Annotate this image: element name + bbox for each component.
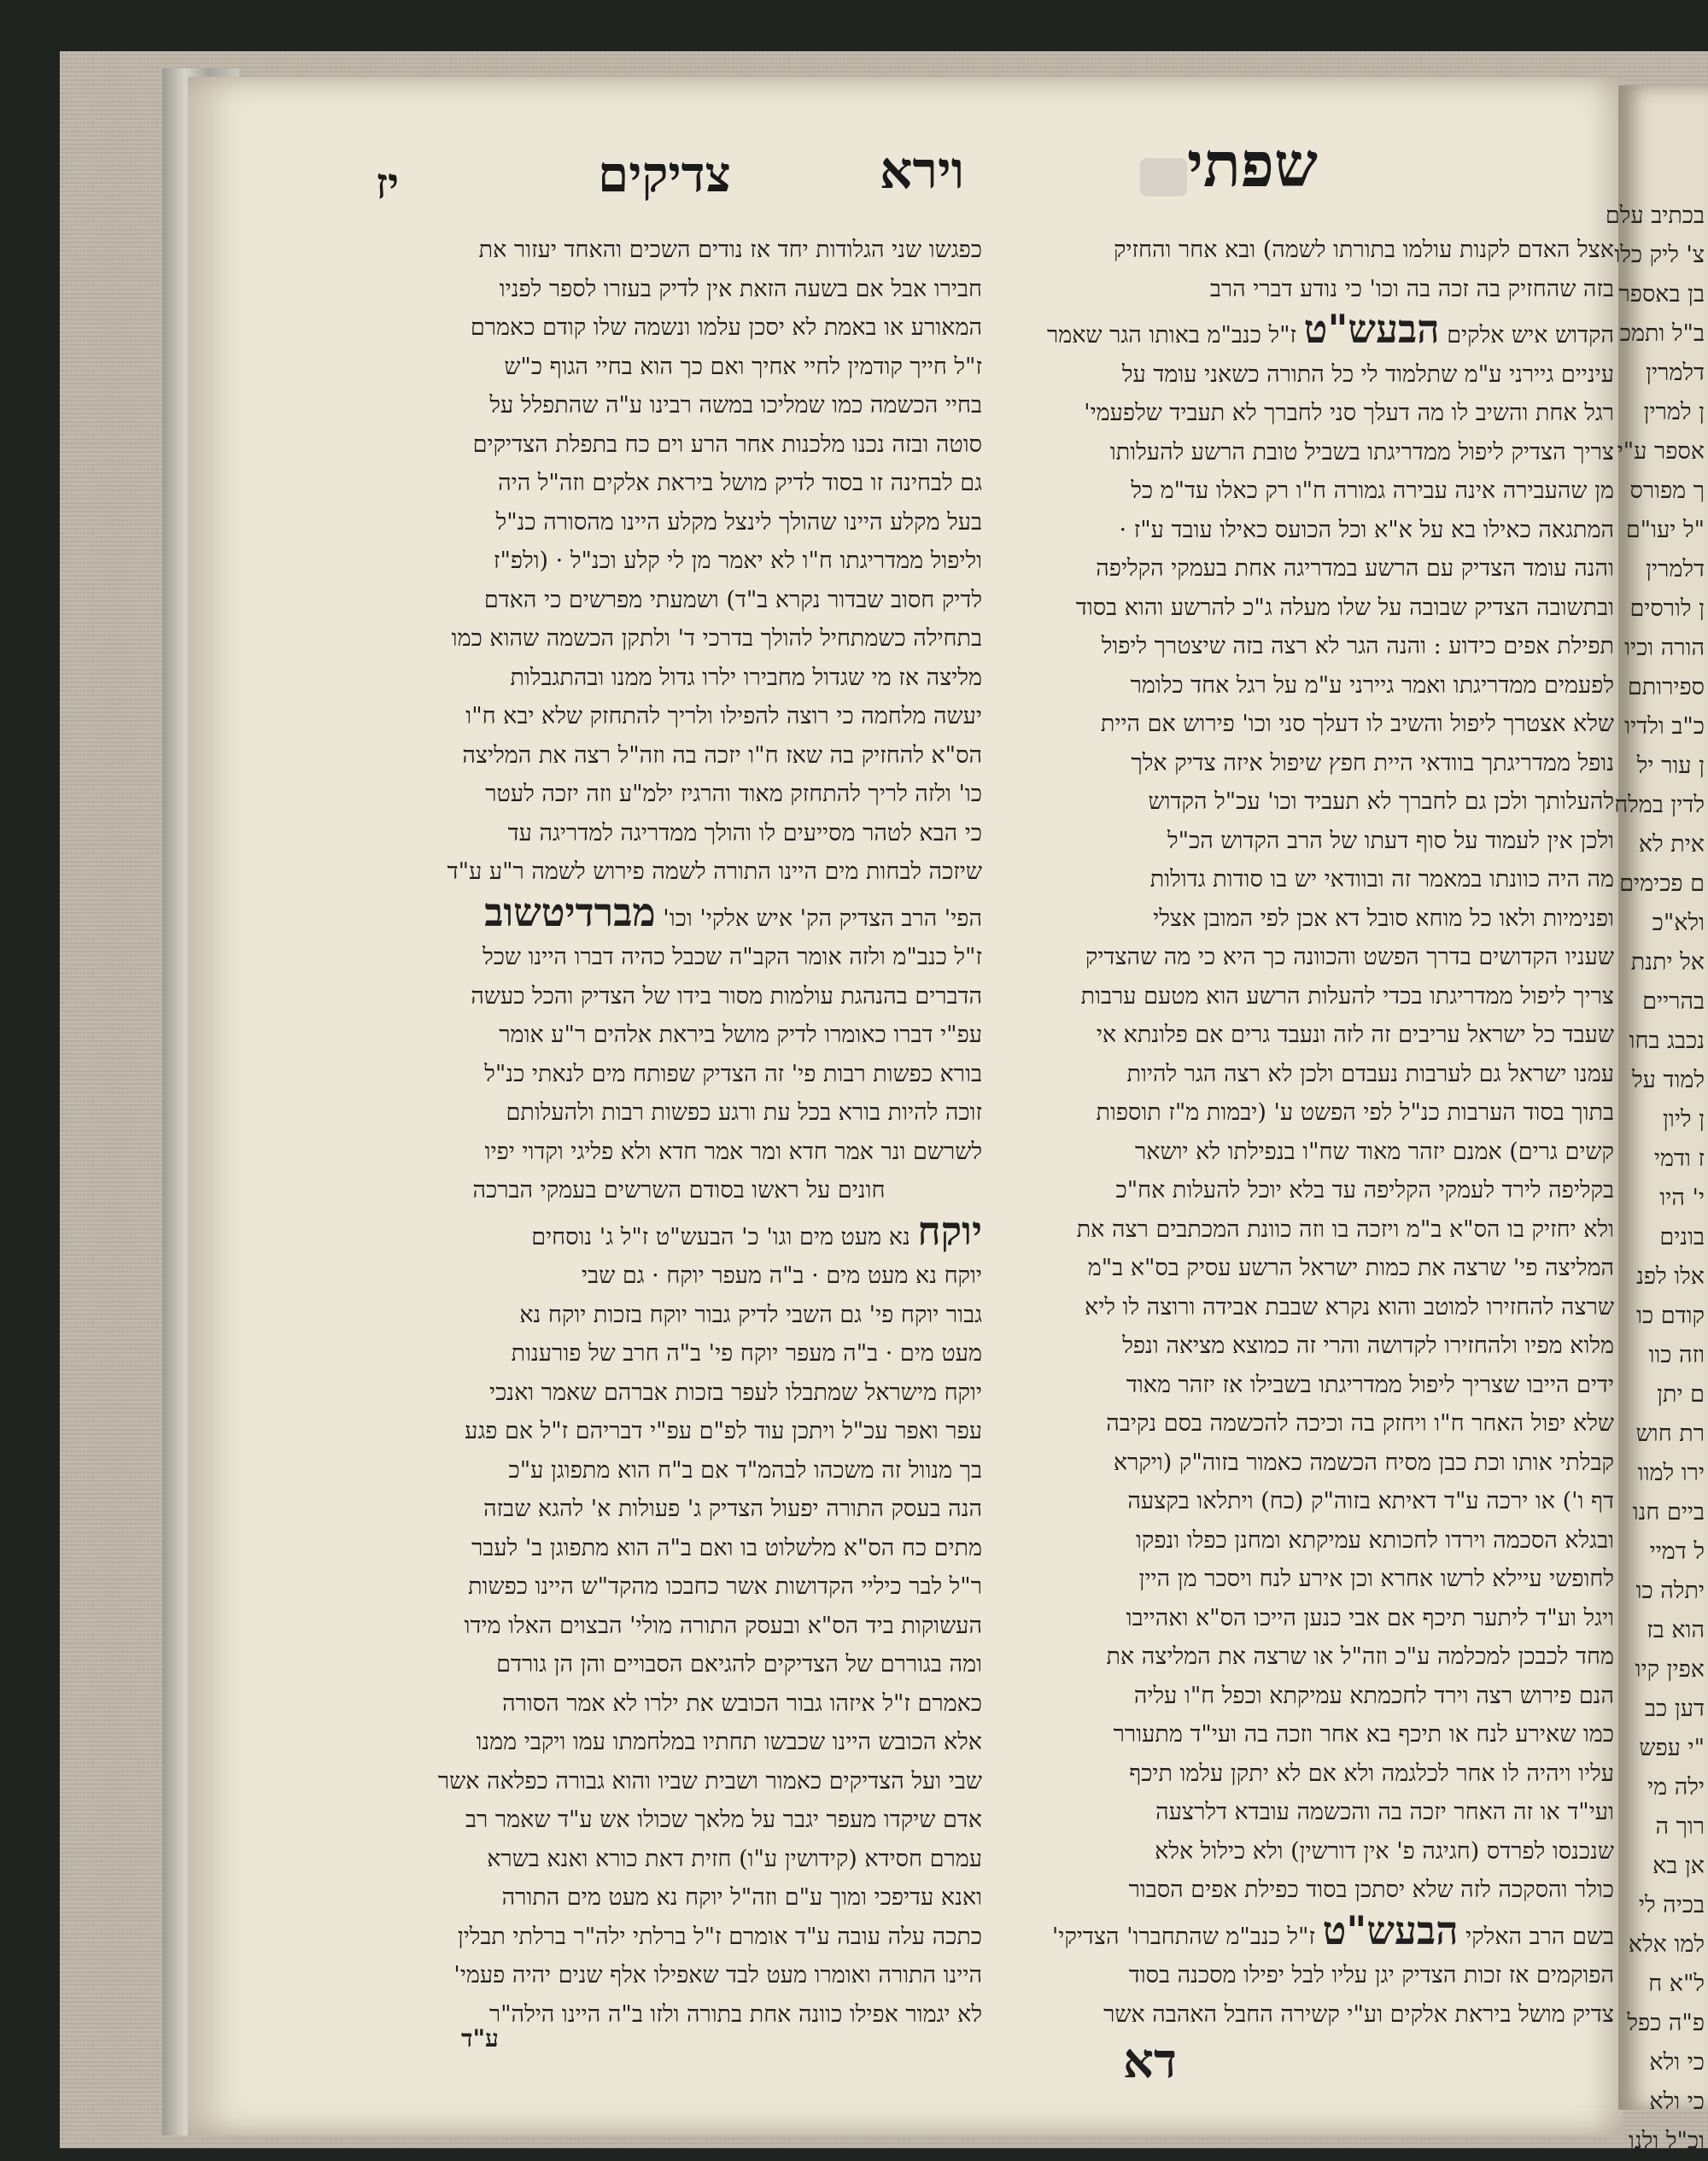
text-line xyxy=(1008,860,1614,899)
fragment-line: רוך ה xyxy=(1655,1813,1705,1840)
left-column xyxy=(376,231,982,2034)
header-book: צדיקים xyxy=(598,145,731,203)
text-line: שבי ועל הצדיקים כאמור ושבית שביו והוא גבורה כפלאה אשר xyxy=(437,1767,982,1795)
header-parasha: וירא xyxy=(880,141,965,201)
next-page-fragment xyxy=(1605,85,1708,2161)
text-line xyxy=(1008,1599,1614,1638)
line-text: המליצה פי' שרצה את כמות ישראל הרשע עסיק בס"א ב"מ xyxy=(1087,1255,1614,1281)
text-line: כי הבא לטהר מסייעים לו והולך ממדריגה למדריגה עד xyxy=(507,819,982,846)
text-line xyxy=(1008,270,1614,309)
signature-mark: דא xyxy=(1123,2033,1177,2089)
fragment-line: בכתיב עלם xyxy=(1605,202,1705,229)
fragment-line: ן ליון xyxy=(1663,1106,1705,1133)
line-text: בקליפה לירד לעמקי הקליפה עד בלא יוכל להעלות אח"כ xyxy=(1115,1177,1614,1203)
fragment-line: ב"ל ותמכ xyxy=(1619,320,1705,347)
text-line xyxy=(1008,1326,1614,1366)
text-line xyxy=(1008,1637,1614,1677)
line-text: שעניו הקדושים בדרך הפשט והכוונה כך היא כי מה שהצדיק xyxy=(1085,944,1614,970)
text-line: בחיי הכשמה כמו שמליכו במשה רבינו ע"ה שהתפלל על xyxy=(489,392,982,419)
text-line: כתכה עלה עובה ע"ד אומרם ז"ל ברלתי ילה"ר ברלתי תבלין xyxy=(457,1923,982,1950)
line-text: מן שהעבירה אינה עבירה גמורה ח"ו רק כאלו עד"מ כל xyxy=(1131,477,1614,504)
line-text: קשים גרים) אמנם יזהר מאוד שח"ו בנפילתו לא יושאר xyxy=(1135,1138,1614,1165)
left-column-part3 xyxy=(376,1256,982,2034)
line-text: קבלתי אותו וכת כבן מסיח הכשמה כאמור בזוה"ק (ויקרא xyxy=(1113,1449,1614,1476)
fragment-line: הוא בז xyxy=(1647,1617,1705,1643)
fragment-line: קודם כו xyxy=(1636,1303,1705,1329)
text-line xyxy=(1008,899,1614,939)
line-text: הקדוש איש אלקים xyxy=(1447,322,1614,348)
text-line xyxy=(1008,1016,1614,1055)
text-line: הדברים בהנהגת עולמות מסור בידו של הצדיק והכל כעשה xyxy=(471,982,982,1010)
text-line xyxy=(1008,1404,1614,1444)
text-line xyxy=(1008,1055,1614,1094)
text-line: מתים כח הס"א מלשלוט בו ואם ב"ה הוא מתפוגן ב' לעבר xyxy=(471,1534,982,1561)
text-line xyxy=(1008,355,1614,395)
text-line xyxy=(1008,744,1614,783)
fragment-line: נכבג בחו xyxy=(1629,1028,1705,1054)
section-heading: חונים על ראשו בסודם השרשים בעמקי הברכה xyxy=(472,1177,886,1203)
text-line: ומה בגוררם של הצדיקים להגיאם הסבויים והן הן גורדם xyxy=(496,1651,982,1678)
fragment-line: ספירותם xyxy=(1627,674,1705,700)
text-line xyxy=(1008,1444,1614,1483)
line-text: תפילת אפים כידוע : והנה הגר לא רצה בזה שיצטרך ליפול xyxy=(1101,633,1614,659)
fragment-line: דען כב xyxy=(1645,1695,1705,1722)
text-line: סוטה ובזה נכנו מלכנות אחר הרע וים כח בתפלת הצדיקים xyxy=(472,430,982,458)
fragment-line: אן בא xyxy=(1652,1853,1705,1879)
fragment-line: אלו לפנ xyxy=(1636,1263,1705,1290)
text-line xyxy=(1008,589,1614,628)
fragment-line: בכיה לי xyxy=(1638,1892,1705,1918)
text-line: זוכה להיות בורא בכל עת ורגע כפשות רבות ולהעלותם xyxy=(506,1099,982,1126)
line-text: בתוך בסוד הערבות כנ"ל לפי הפשט ע' (יבמות מ"ז תוספות xyxy=(1096,1099,1614,1126)
line-text: שלא אצטרך ליפול והשיב לו דעלך סני וכו' פירוש אם היית xyxy=(1100,711,1614,737)
fragment-line: למו אלא xyxy=(1628,1931,1705,1958)
text-line xyxy=(1008,666,1614,706)
fragment-line: למוד על xyxy=(1631,1067,1705,1093)
fragment-line: ן לורסים xyxy=(1629,595,1705,622)
line-text-cont: ז"ל כנב"מ באותו הגר שאמר xyxy=(1046,322,1297,348)
fragment-line: צ' ליק כלו xyxy=(1614,242,1705,268)
fragment-line: אפין קיו xyxy=(1635,1656,1705,1683)
fragment-line: כ"ב ולדיו xyxy=(1624,713,1705,740)
line-text: שעבד כל ישראל עריבים זה לזה ונעבד גרים אם פלונתא אי xyxy=(1096,1022,1614,1048)
header-stamp xyxy=(1140,158,1187,196)
text-line xyxy=(1008,308,1614,355)
text-line: מעט מים · ב"ה מעפר יוקח פי' ב"ה חרב של פורענות xyxy=(511,1340,982,1367)
text-line: לא יגמור אפילו כוונה אחת בתורה ולזו ב"ה היינו הילה"ר xyxy=(488,2000,982,2028)
text-line: לדיק חסוב שבדור נקרא ב"ד) ושמעתי מפרשים כי האדם xyxy=(483,586,982,613)
line-text: שלא יפול האחר ח"ו ויחזק בה וכיכה להכשמה בסם נקיבה xyxy=(1106,1410,1614,1437)
header-title: שפתי xyxy=(1187,128,1318,201)
text-line: ואנא עדיפכי ומוך ע"ם וזה"ל יוקח נא מעט מים התורה xyxy=(501,1884,982,1911)
text-line: כו' ולזה לריך להתחזק מאוד והרגיז ילמ"ע וזה יזכה לעטר xyxy=(485,781,982,807)
fragment-line: ז ודמי xyxy=(1653,1145,1705,1172)
line-text: אצל האדם לקנות עולמו בתורתו לשמה) ובא אחר והחזיק xyxy=(1113,237,1614,263)
text-line: כאמרם ז"ל איזהו גבור הכובש את ילרו לא אמר הסורה xyxy=(502,1690,982,1717)
line-text: עליו ויהיה לו אחר לכלגמה ולא אם לא יתקן עלמו תיכף xyxy=(1129,1760,1614,1787)
line-text-cont: ז"ל כנב"מ שהתחברו' הצדיקי' xyxy=(1051,1923,1315,1950)
line-text: לפעמים ממדריגתו ואמר גיירני ע"מ על רגל אחד כלומר xyxy=(1130,671,1614,699)
text-line xyxy=(1008,394,1614,433)
text-line xyxy=(1008,471,1614,511)
left-part2-lead-word: מברדיטשוב xyxy=(484,888,656,935)
text-line xyxy=(1008,1715,1614,1754)
left-column-part3-opening xyxy=(376,1207,982,1257)
fragment-line: ם יתן xyxy=(1657,1381,1705,1408)
text-line xyxy=(1008,977,1614,1016)
line-text: הנם פירוש רצה וירד לחכמתא עמיקתא וכפל ח"ו עליה xyxy=(1133,1682,1614,1709)
text-line: בך מנוול זה משכהו לבהמ"ד אם ב"ח הוא מתפוגן ע"כ xyxy=(508,1456,982,1484)
text-line: עפ"י דברו כאומרו לדיק מושל ביראת אלהים ר"ע אומר xyxy=(499,1022,982,1048)
text-line xyxy=(1008,1995,1614,2035)
line-text: צריך ליפול ממדריגתו בכדי להעלות הרשע הוא מטעם ערבות xyxy=(1080,982,1614,1010)
line-text: ופנימיות ולאו כל מוחא סובל דא אכן לפי המובן אצלי xyxy=(1153,905,1614,932)
text-line: גבור יוקח פי' גם השבי לדיק גבור יוקח בזכות יוקח נא xyxy=(519,1301,982,1328)
line-text: כמו שאירע לנח או תיכף בא אחר וזכה בה ועי"ד מתעורר xyxy=(1113,1721,1614,1748)
line-text: מלוא מפיו ולהחזירו לקדושה והרי זה כמוצא מציאה ונפל xyxy=(1122,1332,1614,1359)
text-line: כפגשו שני הגלודות יחד אז נודים השכים והאחד יעזור את xyxy=(478,237,982,263)
text-line xyxy=(1008,1560,1614,1599)
text-line: מליצה אז מי שגדול מחבירו ילרו גדול ממנו ובהתגבלות xyxy=(510,664,982,691)
line-text: הפוקמים אז זכות הצדיק יגן עליו לבל יפילו מסכנה בסוד xyxy=(1128,1962,1614,1988)
text-line xyxy=(1008,1366,1614,1405)
line-text: בשם הרב האלקי xyxy=(1465,1923,1614,1950)
line-text: לחופשי עיילא לרשו אחרא וכן אירע לנח ויסכר מן היין xyxy=(1138,1566,1614,1592)
text-line xyxy=(1008,231,1614,270)
fragment-line: יתלה כו xyxy=(1635,1578,1705,1604)
text-line xyxy=(1008,1093,1614,1133)
line-text: ובגלא הסכמה וירדו לחכותא עמיקתא ומחנן כפלו ונפקו xyxy=(1136,1526,1614,1554)
fragment-line: הורה וכיו xyxy=(1624,635,1705,661)
lead-word: הבעש"ט xyxy=(1322,1906,1459,1953)
text-line xyxy=(1008,1871,1614,1910)
line-text: ידים הייבו שצריך ליפול ממדריגתו בשבילו אז יזהר מאוד xyxy=(1126,1371,1614,1398)
text-line: עמרם חסידא (קידושין ע"ו) חזית דאת כורא ואנא בשרא xyxy=(487,1845,982,1872)
page-number: יז xyxy=(376,158,400,208)
line-text: המתגאה כאילו בא על א"א וכל הכועס כאילו עובד ע"ז · xyxy=(1119,516,1614,543)
fragment-line: ן למרין xyxy=(1643,399,1705,425)
fragment-line: ם פכימים xyxy=(1619,870,1705,897)
text-line: לשרשם ונר אמר חדא ומר אמר חדא ולא פליגי וקדוי יפיו xyxy=(484,1138,982,1165)
text-line: הנה בעסק התורה יפעול הצדיק ג' פעולות א' להגא שבזה xyxy=(483,1496,982,1522)
text-line xyxy=(1008,1521,1614,1561)
line-text: רגל אחת והשיב לו מה דעלך סני לחברך לא תעביד שלפעמי' xyxy=(1084,400,1614,426)
fragment-line: דלמרין xyxy=(1646,556,1705,583)
line-text: והנה עומד הצדיק עם הרשע במדריגה אחת בעמקי הקליפה xyxy=(1096,555,1614,582)
line-text: שרצה להחזירו למוטב והוא נקרא שבבת אבידה ורוצה לו ליא xyxy=(1085,1293,1614,1321)
text-line: גם לבחינה זו בסוד לדיק מושל ביראת אלקים וזה"ל היה xyxy=(498,470,982,496)
text-line: יעשה מלחמה כי רוצה להפילו ולריך להתחזק שלא יבא ח"ו xyxy=(465,703,982,729)
text-line: הס"א להחזיק בה שאז ח"ו יזכה בה וזה"ל רצה את המליצה xyxy=(462,741,982,769)
left-part2-prefix: הפי' הרב הצדיק הק' איש אלקי' וכו' xyxy=(663,905,982,932)
line-text: ובתשובה הצדיק שבובה על שלו מעלה ג"כ להרשע והוא בסוד xyxy=(1075,594,1614,621)
text-line: בעל מקלע היינו שהולך לינצל מקלע היינו מהסורה כנ"ל xyxy=(495,508,982,536)
fragment-line: י' היו xyxy=(1659,1185,1705,1211)
fragment-line: אית לא xyxy=(1638,831,1705,858)
text-line xyxy=(1008,1133,1614,1172)
fragment-line: בהריים xyxy=(1642,988,1705,1015)
text-line xyxy=(1008,1832,1614,1871)
line-text: בזה שהחזיק בה זכה בה וכו' כי נודע דברי הרב xyxy=(1209,275,1614,302)
line-text: ויגל וע"ד ליתער תיכף אם אבי כנען הייכו הס"א ואהייבו xyxy=(1126,1604,1614,1631)
left-column-part1 xyxy=(376,231,982,892)
fragment-line: לדין במלח xyxy=(1614,792,1705,818)
fragment-line: "י עפש xyxy=(1639,1735,1705,1761)
line-text: מה היה כוונתו במאמר זה ובוודאי יש בו סודות גדולות xyxy=(1149,866,1614,893)
text-line xyxy=(1008,1171,1614,1210)
text-line: ז"ל כנב"מ ולזה אומר הקב"ה שכבל כהיה דברו היינו שכל xyxy=(483,944,982,970)
catchword: ע"ד xyxy=(461,2024,499,2053)
fragment-line: בן באספר xyxy=(1618,281,1705,307)
text-line xyxy=(1008,1677,1614,1716)
fragment-line: ן עור יל xyxy=(1636,753,1705,779)
fragment-line: דלמרין xyxy=(1646,360,1705,386)
text-line: אדם שיקדו מעפר יגבר על מלאך שכולו אש ע"ד שאמר רב xyxy=(465,1807,982,1833)
text-line xyxy=(1008,1906,1614,1957)
text-line xyxy=(1008,1482,1614,1521)
right-column xyxy=(1008,231,1614,2034)
text-line xyxy=(1008,1754,1614,1794)
fragment-line: בונים xyxy=(1659,1224,1705,1250)
text-line xyxy=(1008,1793,1614,1832)
lead-word: הבעש"ט xyxy=(1303,306,1440,352)
fragment-line: כי ולא xyxy=(1649,2088,1705,2115)
left-column-part2 xyxy=(376,938,982,1171)
line-text: ולכן אין לעמוד על סוף דעתו של הרב הקדוש הכ"ל xyxy=(1167,827,1614,854)
fragment-line: ולא"כ xyxy=(1652,910,1705,936)
text-line: בתחילה כשמתחיל להולך בדרכי ד' ולתקן הכשמה שהוא כמו xyxy=(451,625,982,652)
fragment-line: אל יתנת xyxy=(1630,949,1705,975)
text-line xyxy=(1008,705,1614,744)
fragment-line: "ל יעו"ם xyxy=(1625,517,1705,543)
text-line: וליפול ממדריגתו ח"ו לא יאמר מן לי קלע וכנ"ל · (ולפ"ז xyxy=(493,548,982,574)
line-text: צריך הצדיק ליפול ממדריגתו בשביל טובת הרשע להעלותו xyxy=(1109,438,1614,466)
next-page-edge xyxy=(1605,85,1708,2154)
fragment-line: וכ"ל ולנו xyxy=(1629,2128,1705,2154)
fragment-line: ירו למוו xyxy=(1637,1460,1705,1486)
fragment-line: ך מפורס xyxy=(1629,477,1705,504)
left-part3-lead-rest: נא מעט מים וגו' כ' הבעש"ט ז"ל ג' נוסחים xyxy=(531,1223,910,1250)
fragment-line: ל דמיי xyxy=(1649,1538,1705,1565)
text-line: חבירו אבל אם בשעה הזאת אין לדיק בעזרו לספר לפניו xyxy=(499,275,982,302)
text-line xyxy=(1008,627,1614,666)
text-line xyxy=(1008,822,1614,861)
fragment-line: ל"א ח xyxy=(1648,1971,1705,1997)
left-column-part2-opening xyxy=(376,888,982,939)
text-line xyxy=(1008,511,1614,550)
text-line xyxy=(1008,549,1614,589)
line-text: כולר והסקכה לזה שלא יסתכן בסוד כפילת אפים הסבור xyxy=(1128,1877,1614,1903)
fragment-line: אספר ע"י xyxy=(1617,438,1705,465)
text-line: עפר ואפר עכ"ל ויתכן עוד לפ"ם עפ"י דבריהם ז"ל אם פגע xyxy=(465,1418,982,1444)
text-line: בורא כפשות רבות פי' זה הצדיק שפותח מים לנאתי כנ"ל xyxy=(484,1060,982,1087)
fragment-line: פ"ה כפל xyxy=(1627,2010,1705,2036)
line-text: שנכנסו לפרדס (חגיגה פ' אין דורשין) ולא כילול אלא xyxy=(1155,1837,1614,1865)
line-text: עיניים גיירני ע"מ שתלמוד לי כל התורה כשאני עומד על xyxy=(1121,360,1614,388)
line-text: עמנו ישראל גם לערבות נעבדם ולכן לא רצה הגר להיות xyxy=(1126,1060,1614,1087)
text-line xyxy=(1008,433,1614,472)
text-line: העשוקות ביד הס"א ובעסק התורה מולי' הבצוים האלו מידו xyxy=(464,1612,982,1639)
line-text: מחד לכבכן למכלמה ע"כ וזה"ל או שרצה את המליצה את xyxy=(1106,1643,1614,1670)
text-line: יוקח נא מעט מים · ב"ה מעפר יוקח · גם שבי xyxy=(582,1262,982,1289)
line-text: צדיק מושל ביראת אלקים וע"י קשירה החבל האהבה אשר xyxy=(1103,2000,1614,2028)
fragment-line: כי ולא xyxy=(1649,2049,1705,2076)
text-line xyxy=(1008,1249,1614,1288)
text-line: המאורע או באמת לא יסכן עלמו ונשמה שלו קודם כאמרם xyxy=(470,314,982,341)
line-text: ולא יחזיק בו הס"א ב"מ ויזכה בו וזה כוונת המכתבים רצה את xyxy=(1076,1215,1614,1243)
text-line xyxy=(1008,1288,1614,1327)
text-line: ר"ל לבר כיליי הקדושות אשר כחבכו מהקד"ש היינו כפשות xyxy=(468,1573,982,1600)
line-text: ועי"ד או זה האחר יזכה בה והכשמה עובדא דלרצעה xyxy=(1155,1799,1614,1825)
text-line: יוקח מישראל שמתבלו לעפר בזכות אברהם שאמר ואנכי xyxy=(489,1379,982,1406)
left-part3-lead-word: יוקח xyxy=(917,1207,982,1254)
line-text: דף ו') או ירכה ע"ד דאיתא בזוה"ק (כח) ויתלאו בקצעה xyxy=(1127,1488,1614,1514)
text-line: שיזכה לבחות מים היינו התורה לשמה פירוש לשמה ר"ע ע"ד xyxy=(447,858,982,885)
text-line xyxy=(1008,1956,1614,1995)
text-line: היינו התורה ואומרו מעט לבד שאפילו אלף שנים יהיה פעמי' xyxy=(453,1962,982,1988)
line-text: להעלותך ולכן גם לחברך לא תעביד וכו' עכ"ל הקדוש xyxy=(1148,788,1614,815)
line-text: נופל ממדריגתך בוודאי היית חפץ שיפול איזה צדיק אלך xyxy=(1131,749,1614,776)
text-line: אלא הכובש היינו שכבשו תחתיו במלחמתו עמו ויקבי ממנו xyxy=(476,1729,982,1755)
fragment-line: ילה מי xyxy=(1647,1774,1705,1801)
fragment-line: רת חוש xyxy=(1635,1420,1705,1447)
text-line: ז"ל חייך קודמין לחיי אחיך ואם כך הוא בחיי הגוף כ"ש xyxy=(504,353,982,380)
text-line xyxy=(1008,938,1614,977)
text-line xyxy=(1008,1210,1614,1250)
fragment-line: וזה כוו xyxy=(1648,1342,1705,1368)
text-line xyxy=(1008,782,1614,822)
fragment-line: ביים חנו xyxy=(1632,1499,1705,1526)
